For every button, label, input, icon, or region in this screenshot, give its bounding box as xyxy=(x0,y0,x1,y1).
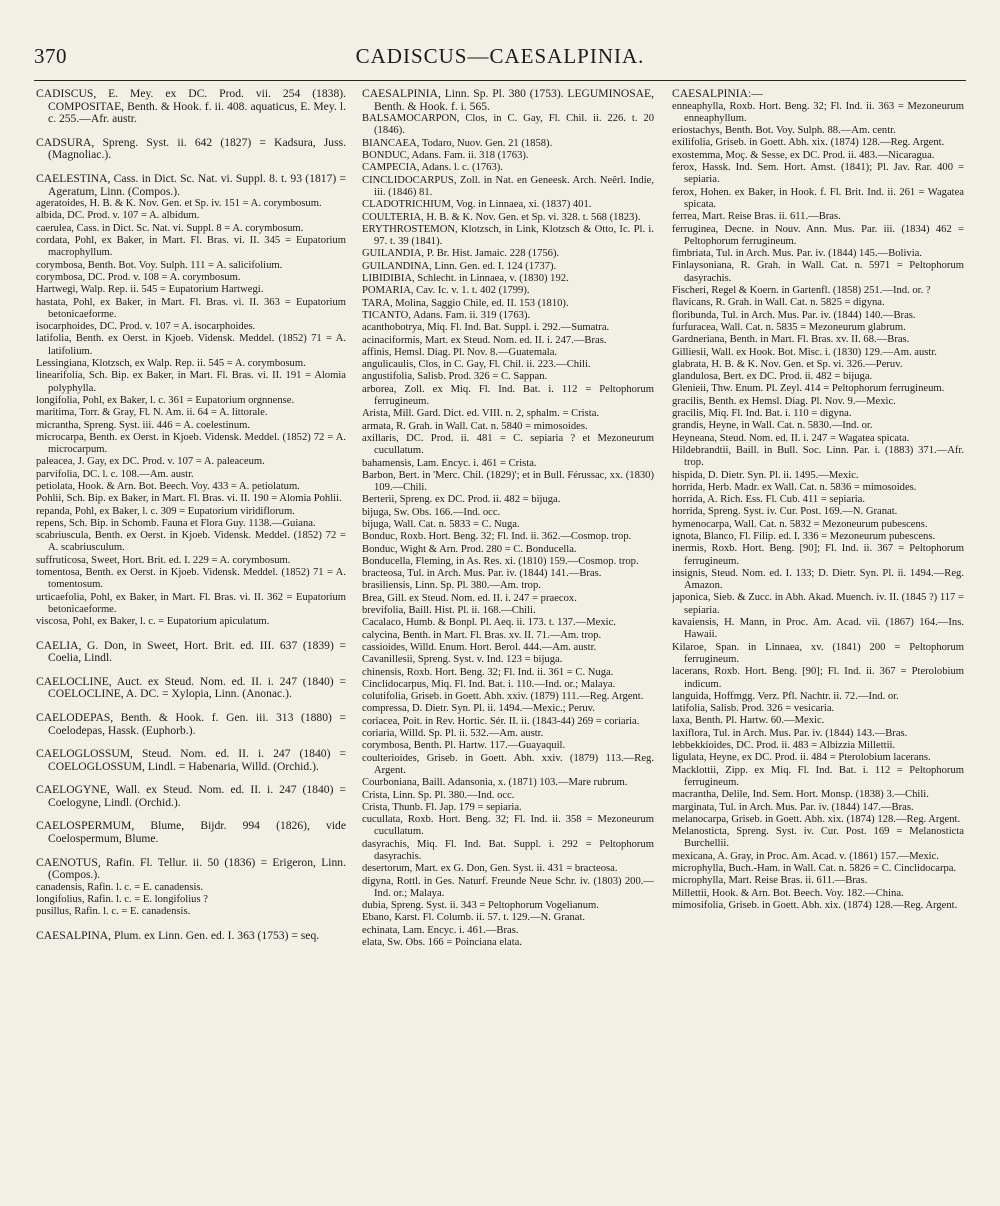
species-entry: japonica, Sieb. & Zucc. in Abh. Akad. Muench. iv. II. (1845 ?) 117 = sepiaria. xyxy=(672,592,964,616)
species-entry: isocarphoides, DC. Prod. v. 107 = A. isocarphoides. xyxy=(36,321,256,333)
species-entry: glandulosa, Bert. ex DC. Prod. ii. 482 = bijuga. xyxy=(672,371,873,383)
species-entry: coriaria, Willd. Sp. Pl. ii. 532.—Am. austr. xyxy=(362,728,544,740)
species-entry: corymbosa, Benth. Pl. Hartw. 117.—Guayaquil. xyxy=(362,740,566,752)
column-1 xyxy=(36,88,346,1200)
species-entry: Melanosticta, Spreng. Syst. iv. Cur. Post. 169 = Melanosticta Burchellii. xyxy=(672,826,964,850)
genus-entry: CAENOTUS, Rafin. Fl. Tellur. ii. 50 (1836) = Erigeron, Linn. (Compos.). xyxy=(36,855,346,882)
species-entry: BALSAMOCARPON, Clos, in C. Gay, Fl. Chil. ii. 226. t. 20 (1846). xyxy=(362,113,654,137)
species-entry: cordata, Pohl, ex Baker, in Mart. Fl. Bras. vi. II. 345 = Eupatorium macrophyllum. xyxy=(36,235,346,259)
species-entry: Hartwegi, Walp. Rep. ii. 545 = Eupatorium Hartwegi. xyxy=(36,284,264,296)
species-entry: Pohlii, Sch. Bip. ex Baker, in Mart. Fl. Bras. vi. II. 190 = Alomia Pohlii. xyxy=(36,493,342,505)
species-entry: horrida, Herb. Madr. ex Wall. Cat. n. 5836 = mimosoides. xyxy=(672,481,917,493)
species-entry: microphylla, Buch.-Ham. in Wall. Cat. n. 5826 = C. Cinclidocarpa. xyxy=(672,863,957,874)
species-entry: caerulea, Cass. in Dict. Sc. Nat. vi. Suppl. 8 = A. corymbosum. xyxy=(36,222,304,234)
species-entry: ferrea, Mart. Reise Bras. ii. 611.—Bras. xyxy=(672,211,841,223)
species-entry: bracteosa, Tul. in Arch. Mus. Par. iv. (1844) 141.—Bras. xyxy=(362,568,602,580)
species-entry: laxiflora, Tul. in Arch. Mus. Par. iv. (1844) 143.—Bras. xyxy=(672,727,908,739)
species-entry: Bonducella, Fleming, in As. Res. xi. (1810) 159.—Cosmop. trop. xyxy=(362,555,639,567)
species-entry: furfuracea, Wall. Cat. n. 5835 = Mezoneurum glabrum. xyxy=(672,321,906,333)
species-entry: brevifolia, Baill. Hist. Pl. ii. 168.—Chili. xyxy=(362,605,536,617)
species-entry: ferox, Hassk. Ind. Sem. Hort. Amst. (1841); Pl. Jav. Rar. 400 = sepiaria. xyxy=(672,162,964,186)
species-entry: armata, R. Grah. in Wall. Cat. n. 5840 = mimosoides. xyxy=(362,420,588,432)
species-entry: grandis, Heyne, in Wall. Cat. n. 5830.—Ind. or. xyxy=(672,420,873,432)
species-entry: angustifolia, Salisb. Prod. 326 = C. Sappan. xyxy=(362,371,548,383)
species-entry: chinensis, Roxb. Hort. Beng. 32; Fl. Ind. ii. 361 = C. Nuga. xyxy=(362,666,614,678)
species-entry: GUILANDINA, Linn. Gen. ed. I. 124 (1737). xyxy=(362,260,557,272)
species-entry: brasiliensis, Linn. Sp. Pl. 380.—Am. trop. xyxy=(362,580,541,592)
genus-entry: CAELODEPAS, Benth. & Hook. f. Gen. iii. 313 (1880) = Coelodepas, Hassk. (Euphorb.). xyxy=(36,710,346,737)
genus-entry: CAESALPINA, Plum. ex Linn. Gen. ed. I. 363 (1753) = seq. xyxy=(36,928,320,942)
species-entry: corymbosa, DC. Prod. v. 108 = A. corymbosum. xyxy=(36,271,241,283)
header-rule xyxy=(34,80,966,81)
species-entry: CINCLIDOCARPUS, Zoll. in Nat. en Geneesk. Arch. Neêrl. Indie, iii. (1846) 81. xyxy=(362,174,654,198)
species-entry: TICANTO, Adans. Fam. ii. 319 (1763). xyxy=(362,309,531,321)
species-entry: Lessingiana, Klotzsch, ex Walp. Rep. ii. 545 = A. corymbosum. xyxy=(36,358,306,370)
species-entry: longifolius, Rafin. l. c. = E. longifolius ? xyxy=(36,894,208,906)
species-entry: marginata, Tul. in Arch. Mus. Par. iv. (1844) 147.—Bras. xyxy=(672,801,914,813)
species-entry: COULTERIA, H. B. & K. Nov. Gen. et Sp. vi. 328. t. 568 (1823). xyxy=(362,211,641,223)
species-entry: horrida, Spreng. Syst. iv. Cur. Post. 169.—N. Granat. xyxy=(672,506,898,518)
species-entry: mimosifolia, Griseb. in Goett. Abh. xix. (1874) 128.—Reg. Argent. xyxy=(672,899,958,911)
species-entry: Berterii, Spreng. ex DC. Prod. ii. 482 = bijuga. xyxy=(362,494,561,506)
species-entry: GUILANDIA, P. Br. Hist. Jamaic. 228 (1756). xyxy=(362,248,560,260)
species-entry: calycina, Benth. in Mart. Fl. Bras. xv. II. 71.—Am. trop. xyxy=(362,629,602,641)
species-entry: cassioides, Willd. Enum. Hort. Berol. 444.—Am. austr. xyxy=(362,641,597,653)
species-entry: Glenieii, Thw. Enum. Pl. Zeyl. 414 = Peltophorum ferrugineum. xyxy=(672,383,945,395)
species-entry: acinaciformis, Mart. ex Steud. Nom. ed. II. i. 247.—Bras. xyxy=(362,334,607,346)
column-3 xyxy=(672,88,964,1200)
species-entry: paleacea, J. Gay, ex DC. Prod. v. 107 = A. paleaceum. xyxy=(36,456,265,468)
species-entry: Kilaroe, Span. in Linnaea, xv. (1841) 200 = Peltophorum ferrugineum. xyxy=(672,641,964,665)
species-entry: BIANCAEA, Todaro, Nuov. Gen. 21 (1858). xyxy=(362,137,553,149)
species-entry: LIBIDIBIA, Schlecht. in Linnaea, v. (1830) 192. xyxy=(362,273,569,285)
species-entry: canadensis, Rafin. l. c. = E. canadensis. xyxy=(36,881,204,893)
species-entry: colutifolia, Griseb. in Goett. Abh. xxiv. (1879) 111.—Reg. Argent. xyxy=(362,691,644,703)
species-entry: scabriuscula, Benth. ex Oerst. in Kjoeb. Vidensk. Meddel. (1852) 72 = A. scabriusculum. xyxy=(36,530,346,554)
species-entry: horrida, A. Rich. Ess. Fl. Cub. 411 = sepiaria. xyxy=(672,494,866,506)
species-entry: repanda, Pohl, ex Baker, l. c. 309 = Eupatorium viridiflorum. xyxy=(36,505,295,517)
species-entry: ferox, Hohen. ex Baker, in Hook. f. Fl. Brit. Ind. ii. 261 = Wagatea spicata. xyxy=(672,186,964,210)
species-entry: exostemma, Moç. & Sesse, ex DC. Prod. ii. 483.—Nicaragua. xyxy=(672,149,935,161)
species-entry: Heyneana, Steud. Nom. ed. II. i. 247 = Wagatea spicata. xyxy=(672,432,910,444)
species-entry: albida, DC. Prod. v. 107 = A. albidum. xyxy=(36,210,200,222)
species-entry: linearifolia, Sch. Bip. ex Baker, in Mart. Fl. Bras. vi. II. 191 = Alomia polyphylla. xyxy=(36,370,346,394)
species-entry: insignis, Steud. Nom. ed. I. 133; D. Dietr. Syn. Pl. ii. 1494.—Reg. Amazon. xyxy=(672,567,964,592)
genus-entry: CAELIA, G. Don, in Sweet, Hort. Brit. ed. III. 637 (1839) = Coelia, Lindl. xyxy=(36,638,346,665)
species-entry: echinata, Lam. Encyc. i. 461.—Bras. xyxy=(362,924,519,936)
species-entry: latifolia, Benth. ex Oerst. in Kjoeb. Vidensk. Meddel. (1852) 71 = A. latifolium. xyxy=(36,333,346,357)
species-entry: affinis, Hemsl. Diag. Pl. Nov. 8.—Guatemala. xyxy=(362,346,558,358)
page-number: 370 xyxy=(34,44,67,68)
species-entry: fimbriata, Tul. in Arch. Mus. Par. iv. (1844) 145.—Bolivia. xyxy=(672,248,923,260)
species-entry: micrantha, Spreng. Syst. iii. 446 = A. coelestinum. xyxy=(36,419,251,431)
species-entry: ignota, Blanco, Fl. Filip. ed. I. 336 = Mezoneurum pubescens. xyxy=(672,530,936,542)
species-entry: lacerans, Roxb. Hort. Beng. [90]; Fl. Ind. ii. 367 = Pterolobium indicum. xyxy=(672,666,964,690)
genus-entry: CAESALPINIA:— xyxy=(672,88,763,100)
species-entry: Crista, Linn. Sp. Pl. 380.—Ind. occ. xyxy=(362,789,515,801)
species-entry: Courboniana, Baill. Adansonia, x. (1871) 103.—Mare rubrum. xyxy=(362,777,628,789)
species-entry: repens, Sch. Bip. in Schomb. Fauna et Flora Guy. 1138.—Guiana. xyxy=(36,517,316,529)
species-entry: Finlaysoniana, R. Grah. in Wall. Cat. n. 5971 = Peltophorum dasyrachis. xyxy=(672,260,964,284)
species-entry: viscosa, Pohl, ex Baker, l. c. = Eupatorium apiculatum. xyxy=(36,616,270,628)
genus-entry: CAELOCLINE, Auct. ex Steud. Nom. ed. II. i. 247 (1840) = COELOCLINE, A. DC. = Xylopia, Linn. (Anonac.). xyxy=(36,674,346,701)
species-entry: glabrata, H. B. & K. Nov. Gen. et Sp. vi. 326.—Peruv. xyxy=(672,358,903,370)
genus-entry: CAELESTINA, Cass. in Dict. Sc. Nat. vi. Suppl. 8. t. 93 (1817) = Ageratum, Linn. (Compos.). xyxy=(36,171,346,198)
species-entry: macrantha, Delile, Ind. Sem. Hort. Monsp. (1838) 3.—Chili. xyxy=(672,789,929,801)
species-entry: gracilis, Miq. Fl. Ind. Bat. i. 110 = digyna. xyxy=(672,408,852,420)
genus-entry: CAELOSPERMUM, Blume, Bijdr. 994 (1826), vide Coelospermum, Blume. xyxy=(36,819,346,846)
species-entry: coulterioides, Griseb. in Goett. Abh. xxiv. (1879) 113.—Reg. Argent. xyxy=(362,752,654,776)
genus-entry: CAELOGLOSSUM, Steud. Nom. ed. II. i. 247 (1840) = COELOGLOSSUM, Lindl. = Habenaria, Willd. (Orchid.). xyxy=(36,747,346,773)
species-entry: Cavanillesii, Spreng. Syst. v. Ind. 123 = bijuga. xyxy=(362,654,563,666)
species-entry: languida, Hoffmgg. Verz. Pfl. Nachtr. ii. 72.—Ind. or. xyxy=(672,690,899,702)
species-entry: melanocarpa, Griseb. in Goett. Abh. xix. (1874) 128.—Reg. Argent. xyxy=(672,813,961,825)
species-entry: hymenocarpa, Wall. Cat. n. 5832 = Mezoneurum pubescens. xyxy=(672,518,928,530)
species-entry: parvifolia, DC. l. c. 108.—Am. austr. xyxy=(36,468,194,480)
species-entry: petiolata, Hook. & Arn. Bot. Beech. Voy. 433 = A. petiolatum. xyxy=(36,480,300,492)
species-entry: Brea, Gill. ex Steud. Nom. ed. II. i. 247 = praecox. xyxy=(362,592,577,604)
species-entry: desertorum, Mart. ex G. Don, Gen. Syst. ii. 431 = bracteosa. xyxy=(362,863,618,875)
species-entry: compressa, D. Dietr. Syn. Pl. ii. 1494.—Mexic.; Peruv. xyxy=(362,703,595,715)
species-entry: suffruticosa, Sweet, Hort. Brit. ed. I. 229 = A. corymbosum. xyxy=(36,554,291,566)
species-entry: dasyrachis, Miq. Fl. Ind. Bat. Suppl. i. 292 = Peltophorum dasyrachis. xyxy=(362,838,654,862)
species-entry: Macklottii, Zipp. ex Miq. Fl. Ind. Bat. i. 112 = Peltophorum ferrugineum. xyxy=(672,764,964,788)
species-entry: hastata, Pohl, ex Baker, in Mart. Fl. Bras. vi. II. 363 = Eupatorium betonicaeforme. xyxy=(36,296,346,320)
species-entry: arborea, Zoll. ex Miq. Fl. Ind. Bat. i. 112 = Peltophorum ferrugineum. xyxy=(362,383,654,408)
species-entry: Ebano, Karst. Fl. Columb. ii. 57. t. 129.—N. Granat. xyxy=(362,912,586,924)
genus-entry: CADISCUS, E. Mey. ex DC. Prod. vii. 254 (1838). COMPOSITAE, Benth. & Hook. f. ii. 408. aquaticus, E. Mey. l. c. 255.—Afr. austr. xyxy=(36,88,346,126)
species-entry: Bonduc, Roxb. Hort. Beng. 32; Fl. Ind. ii. 362.—Cosmop. trop. xyxy=(362,531,632,543)
column-2 xyxy=(362,88,654,1200)
species-entry: ligulata, Heyne, ex DC. Prod. ii. 484 = Pterolobium lacerans. xyxy=(672,752,931,764)
species-entry: acanthobotrya, Miq. Fl. Ind. Bat. Suppl. i. 292.—Sumatra. xyxy=(362,322,610,334)
species-entry: tomentosa, Benth. ex Oerst. in Kjoeb. Vidensk. Meddel. (1852) 71 = A. tomentosum. xyxy=(36,567,346,591)
species-entry: flavicans, R. Grah. in Wall. Cat. n. 5825 = digyna. xyxy=(672,297,885,309)
species-entry: Hildebrandtii, Baill. in Bull. Soc. Linn. Par. i. (1883) 371.—Afr. trop. xyxy=(672,444,964,469)
species-entry: Bonduc, Wight & Arn. Prod. 280 = C. Bonducella. xyxy=(362,543,577,555)
genus-entry: CAESALPINIA, Linn. Sp. Pl. 380 (1753). LEGUMINOSAE, Benth. & Hook. f. i. 565. xyxy=(362,88,654,113)
species-entry: cucullata, Roxb. Hort. Beng. 32; Fl. Ind. ii. 358 = Mezoneurum cucullatum. xyxy=(362,814,654,838)
species-entry: Fischeri, Regel & Koern. in Gartenfl. (1858) 251.—Ind. or. ? xyxy=(672,285,931,297)
species-entry: lebbekkioides, DC. Prod. ii. 483 = Albizzia Millettii. xyxy=(672,740,896,752)
species-entry: coriacea, Poit. in Rev. Hortic. Sér. II. ii. (1843-44) 269 = coriaria. xyxy=(362,715,640,727)
species-entry: Gilliesii, Wall. ex Hook. Bot. Misc. i. (1830) 129.—Am. austr. xyxy=(672,346,937,358)
species-entry: ERYTHROSTEMON, Klotzsch, in Link, Klotzsch & Otto, Ic. Pl. i. 97. t. 39 (1841). xyxy=(362,223,654,248)
species-entry: axillaris, DC. Prod. ii. 481 = C. sepiaria ? et Mezoneurum cucullatum. xyxy=(362,432,654,457)
species-entry: ferruginea, Decne. in Nouv. Ann. Mus. Par. iii. (1834) 462 = Peltophorum ferrugineum. xyxy=(672,223,964,247)
species-entry: gracilis, Benth. ex Hemsl. Diag. Pl. Nov. 9.—Mexic. xyxy=(672,395,896,407)
species-entry: microcarpa, Benth. ex Oerst. in Kjoeb. Vidensk. Meddel. (1852) 72 = A. microcarpum. xyxy=(36,431,346,456)
species-entry: ageratoides, H. B. & K. Nov. Gen. et Sp. iv. 151 = A. corymbosum. xyxy=(36,198,322,210)
species-entry: dubia, Spreng. Syst. ii. 343 = Peltophorum Vogelianum. xyxy=(362,900,599,912)
species-entry: POMARIA, Cav. Ic. v. 1. t. 402 (1799). xyxy=(362,285,530,297)
species-entry: inermis, Roxb. Hort. Beng. [90]; Fl. Ind. ii. 367 = Peltophorum ferrugineum. xyxy=(672,543,964,567)
species-entry: floribunda, Tul. in Arch. Mus. Par. iv. (1844) 140.—Bras. xyxy=(672,309,916,321)
species-entry: exilifolia, Griseb. in Goett. Abh. xix. (1874) 128.—Reg. Argent. xyxy=(672,137,945,149)
species-entry: enneaphylla, Roxb. Hort. Beng. 32; Fl. Ind. ii. 363 = Mezoneurum enneaphyllum. xyxy=(672,100,964,124)
species-entry: CLADOTRICHIUM, Vog. in Linnaea, xi. (1837) 401. xyxy=(362,199,592,211)
genus-entry: CAELOGYNE, Wall. ex Steud. Nom. ed. II. i. 247 (1840) = Coelogyne, Lindl. (Orchid.). xyxy=(36,783,346,809)
species-entry: laxa, Benth. Pl. Hartw. 60.—Mexic. xyxy=(672,715,825,727)
species-entry: microphylla, Mart. Reise Bras. ii. 611.—Bras. xyxy=(672,875,868,887)
species-entry: Gardneriana, Benth. in Mart. Fl. Bras. xv. II. 68.—Bras. xyxy=(672,334,910,346)
running-title: CADISCUS—CAESALPINIA. xyxy=(355,44,645,68)
species-entry: pusillus, Rafin. l. c. = E. canadensis. xyxy=(36,906,191,918)
species-entry: urticaefolia, Pohl, ex Baker, in Mart. Fl. Bras. vi. II. 362 = Eupatorium betonicaeforme. xyxy=(36,591,346,615)
species-entry: Arista, Mill. Gard. Dict. ed. VIII. n. 2, sphalm. = Crista. xyxy=(362,408,600,420)
species-entry: maritima, Torr. & Gray, Fl. N. Am. ii. 64 = A. littorale. xyxy=(36,407,268,419)
species-entry: kavaiensis, H. Mann, in Proc. Am. Acad. vii. (1867) 164.—Ins. Hawaii. xyxy=(672,617,964,641)
species-entry: CAMPECIA, Adans. l. c. (1763). xyxy=(362,162,503,174)
species-entry: latifolia, Salisb. Prod. 326 = vesicaria. xyxy=(672,703,835,715)
species-entry: bahamensis, Lam. Encyc. i. 461 = Crista. xyxy=(362,457,537,469)
species-entry: elata, Sw. Obs. 166 = Poinciana elata. xyxy=(362,937,523,949)
species-entry: Millettii, Hook. & Arn. Bot. Beech. Voy. 182.—China. xyxy=(672,887,904,899)
species-entry: Cacalaco, Humb. & Bonpl. Pl. Aeq. ii. 173. t. 137.—Mexic. xyxy=(362,617,616,629)
species-entry: longifolia, Pohl, ex Baker, l. c. 361 = Eupatorium orgnnense. xyxy=(36,394,295,406)
species-entry: TARA, Molina, Saggio Chile, ed. II. 153 (1810). xyxy=(362,297,569,309)
species-entry: bijuga, Sw. Obs. 166.—Ind. occ. xyxy=(362,506,501,518)
species-entry: bijuga, Wall. Cat. n. 5833 = C. Nuga. xyxy=(362,518,520,530)
species-entry: hispida, D. Dietr. Syn. Pl. ii. 1495.—Mexic. xyxy=(672,469,859,481)
species-entry: angulicaulis, Clos, in C. Gay, Fl. Chil. ii. 223.—Chili. xyxy=(362,359,591,371)
species-entry: BONDUC, Adans. Fam. ii. 318 (1763). xyxy=(362,150,529,162)
species-entry: Barbon, Bert. in 'Merc. Chil. (1829)'; et in Bull. Férussac, xx. (1830) 109.—Chili. xyxy=(362,469,654,494)
species-entry: eriostachys, Benth. Bot. Voy. Sulph. 88.—Am. centr. xyxy=(672,125,896,137)
species-entry: corymbosa, Benth. Bot. Voy. Sulph. 111 = A. salicifolium. xyxy=(36,259,283,271)
genus-entry: CADSURA, Spreng. Syst. ii. 642 (1827) = Kadsura, Juss. (Magnoliac.). xyxy=(36,135,346,162)
species-entry: mexicana, A. Gray, in Proc. Am. Acad. v. (1861) 157.—Mexic. xyxy=(672,850,939,862)
species-entry: Cinclidocarpus, Miq. Fl. Ind. Bat. i. 110.—Ind. or.; Malaya. xyxy=(362,678,616,690)
species-entry: Crista, Thunb. Fl. Jap. 179 = sepiaria. xyxy=(362,801,522,813)
species-entry: digyna, Rottl. in Ges. Naturf. Freunde Neue Schr. iv. (1803) 200.—Ind. or.; Malaya. xyxy=(362,875,654,899)
page-header xyxy=(0,0,1000,80)
